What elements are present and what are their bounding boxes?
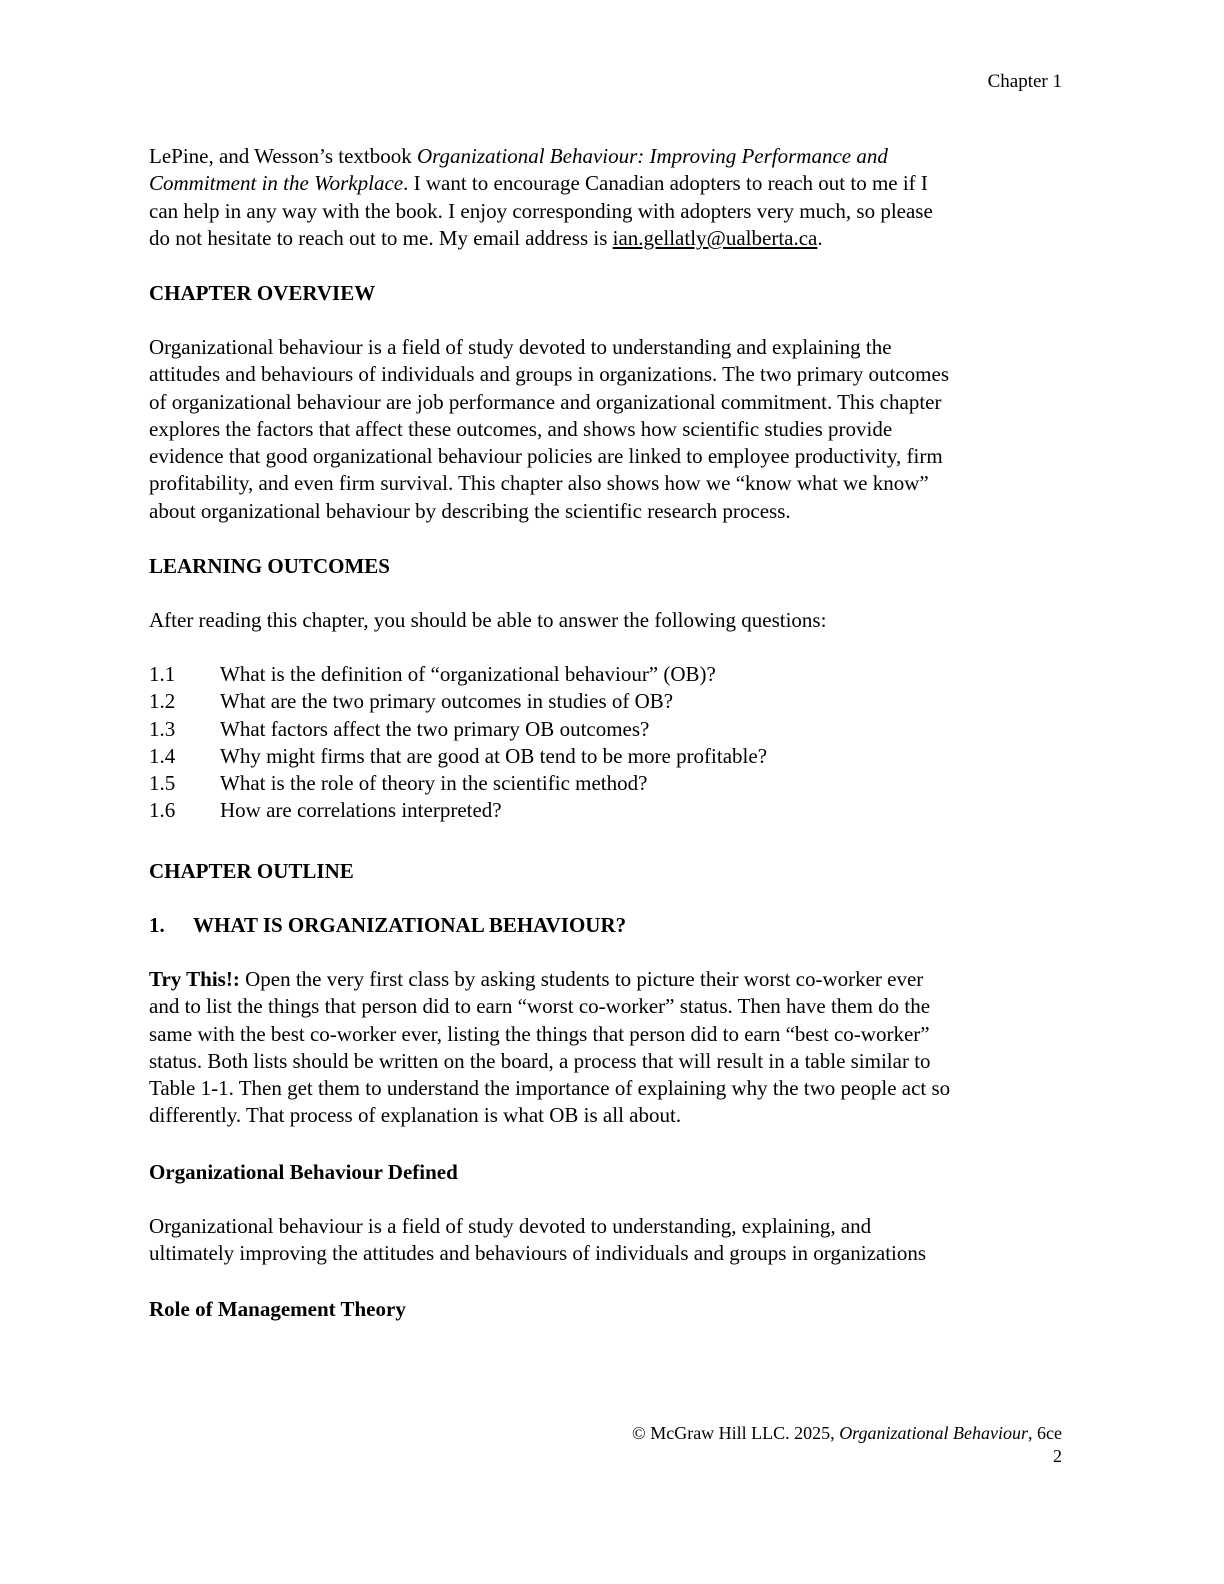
text-run: about organizational behaviour by describing the scientific research process. (149, 498, 791, 523)
try-this-paragraph (149, 966, 950, 1130)
learning-outcomes-heading: LEARNING OUTCOMES (149, 554, 390, 578)
text-run: status. Both lists should be written on the board, a process that will result in a table similar to (149, 1048, 931, 1073)
outcome-text: How are correlations interpreted? (220, 798, 502, 823)
section-heading (149, 912, 626, 939)
text-line (149, 416, 949, 443)
text-line (149, 389, 949, 416)
text-run: . I want to encourage Canadian adopters to reach out to me if I (403, 171, 928, 196)
text-run: differently. That process of explanation is what OB is all about. (149, 1103, 682, 1128)
chapter-outline-heading: CHAPTER OUTLINE (149, 859, 354, 883)
text-run: Organizational behaviour is a field of study devoted to understanding, explaining, and (149, 1214, 872, 1238)
text-run: evidence that good organizational behaviour policies are linked to employee productivity, firm (149, 444, 943, 469)
text-line (149, 1213, 926, 1240)
text-run: can help in any way with the book. I enjoy corresponding with adopters very much, so please (149, 198, 933, 223)
outcomes-list (149, 661, 767, 825)
ob-defined-paragraph (149, 1213, 926, 1268)
text-run: Open the very first class by asking students to picture their worst co-worker ever (239, 967, 924, 991)
outcome-item (149, 743, 767, 770)
management-theory-heading: Role of Management Theory (149, 1297, 406, 1321)
outcome-item (149, 716, 767, 743)
outcome-item (149, 770, 767, 797)
text-run: Commitment in the Workplace (149, 171, 404, 196)
outcome-number: 1.5 (149, 771, 176, 796)
page-number: 2 (1053, 1446, 1062, 1466)
text-line (149, 143, 933, 170)
outcome-text: Why might firms that are good at OB tend to be more profitable? (220, 743, 768, 768)
email-link[interactable]: ian.gellatly@ualberta.ca (612, 225, 818, 250)
outcome-number: 1.4 (149, 743, 176, 768)
outcomes-intro: After reading this chapter, you should be able to answer the following questions: (149, 608, 827, 632)
text-run: ultimately improving the attitudes and behaviours of individuals and groups in organizations (149, 1241, 927, 1266)
outcome-text: What is the definition of “organizational behaviour” (OB)? (220, 662, 716, 686)
outcome-text: What is the role of theory in the scientific method? (220, 771, 648, 796)
text-line (149, 498, 949, 525)
text-line (149, 1021, 950, 1048)
text-run: Organizational behaviour is a field of study devoted to understanding and explaining the (149, 335, 892, 359)
outcome-item (149, 688, 767, 715)
text-run: of organizational behaviour are job performance and organizational commitment. This chapter (149, 389, 942, 414)
text-line (149, 1102, 950, 1129)
outcome-text: What factors affect the two primary OB outcomes? (220, 716, 650, 741)
text-run: Organizational Behaviour: Improving Performance and (416, 144, 888, 168)
overview-paragraph (149, 334, 949, 525)
text-line (149, 334, 949, 361)
outcome-number: 1.3 (149, 716, 176, 741)
text-run: profitability, and even firm survival. This chapter also shows how we “know what we know” (149, 471, 929, 496)
text-run: Try This!: (149, 967, 240, 991)
text-run: do not hesitate to reach out to me. My email address is (149, 225, 613, 250)
text-line (149, 1048, 950, 1075)
text-line (149, 361, 949, 388)
text-line (149, 198, 933, 225)
text-line (149, 1240, 926, 1267)
text-line (149, 470, 949, 497)
text-run: . (817, 225, 823, 250)
outcome-number: 1.1 (149, 662, 176, 686)
running-header: Chapter 1 (987, 71, 1062, 92)
outcome-item (149, 661, 767, 688)
text-line (149, 225, 933, 252)
footer-copyright: © McGraw Hill LLC. 2025, (632, 1423, 840, 1443)
text-run: explores the factors that affect these outcomes, and shows how scientific studies provide (149, 416, 893, 441)
footer-book-title: Organizational Behaviour (839, 1423, 1029, 1443)
outcome-number: 1.2 (149, 689, 176, 714)
intro-paragraph (149, 143, 933, 252)
text-run: Table 1-1. Then get them to understand the importance of explaining why the two people act so (149, 1076, 951, 1101)
section-title: WHAT IS ORGANIZATIONAL BEHAVIOUR? (193, 913, 627, 937)
ob-defined-heading: Organizational Behaviour Defined (149, 1160, 458, 1184)
text-run: LePine, and Wesson’s textbook (149, 144, 417, 168)
text-line (149, 170, 933, 197)
text-line (149, 1075, 950, 1102)
page-footer (632, 1422, 1062, 1468)
outcome-item (149, 797, 767, 824)
text-line (149, 966, 950, 993)
text-line (149, 993, 950, 1020)
section-number: 1. (149, 913, 165, 937)
chapter-overview-heading: CHAPTER OVERVIEW (149, 281, 376, 305)
footer-edition: , 6ce (1028, 1423, 1062, 1443)
outcome-text: What are the two primary outcomes in studies of OB? (220, 689, 674, 714)
text-line (149, 443, 949, 470)
text-run: attitudes and behaviours of individuals and groups in organizations. The two primary outcomes (149, 362, 949, 387)
outcome-number: 1.6 (149, 798, 176, 823)
text-run: same with the best co-worker ever, listing the things that person did to earn “best co-worker” (149, 1021, 930, 1046)
text-run: and to list the things that person did to earn “worst co-worker” status. Then have them do the (149, 994, 931, 1019)
